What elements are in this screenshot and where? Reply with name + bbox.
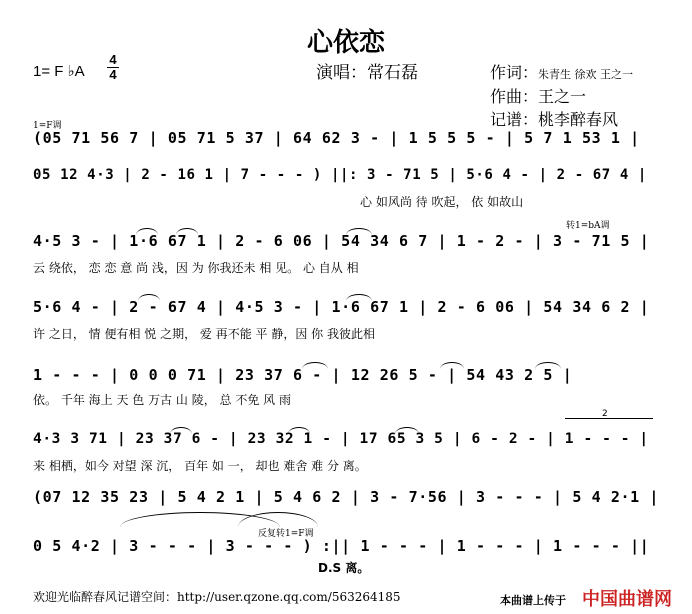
notation-row: 5·6 4 - | 2 - 67 4 | 4·5 3 - | 1·6 67 1 | 2 - 6 06 | 54 34 6 2 | [33, 298, 650, 316]
notation-row: (05 71 56 7 | 05 71 5 37 | 64 62 3 - | 1 5 5 5 - | 5 7 1 53 1 | [33, 129, 640, 147]
row-tag: 转1=bA调 [566, 221, 610, 231]
singer-credit: 演唱：常石磊 [316, 63, 418, 83]
notation-row: 4·3 3 71 | 23 37 6 - | 23 32 1 - | 17 65 3 5 | 6 - 2 - | 1 - - - | [33, 431, 649, 447]
footer-text: 欢迎光临醉春风记谱空间：http://user.qzone.qq.com/563264185 [33, 590, 401, 604]
lyricist-credit: 作词：朱青生 徐欢 王之一 [490, 63, 634, 82]
notation-row: 05 12 4·3 | 2 - 16 1 | 7 - - - ) ||: 3 - 71 5 | 5·6 4 - | 2 - 67 4 | [33, 167, 647, 183]
transcriber-credit: 记谱：桃李醉春风 [490, 110, 619, 129]
slur [346, 294, 372, 301]
lyric-row: 心 如风尚 待 吹起， 依 如故山 [360, 195, 524, 209]
slur [170, 427, 192, 434]
volta-number: 2 [602, 409, 608, 419]
row-tag: 反复转1=F调 [258, 529, 314, 539]
slur [302, 362, 328, 369]
lyric-row: 云 绕依， 恋 恋 意 尚 浅，因 为 你我还未 相 见。 心 自从 相 [33, 261, 359, 275]
tie [238, 512, 318, 527]
time-signature: 4 4 [107, 54, 119, 81]
slur [535, 362, 561, 369]
slur [440, 362, 464, 369]
slur [176, 228, 198, 235]
notation-row: 4·5 3 - | 1·6 67 1 | 2 - 6 06 | 54 34 6 7 | 1 - 2 - | 3 - 71 5 | [33, 232, 650, 250]
lyric-row: 依。 千年 海上 天 色 万古 山 陵， 总 不免 风 雨 [33, 393, 291, 407]
composer-credit: 作曲：王之一 [490, 87, 587, 106]
notation-row: 1 - - - | 0 0 0 71 | 23 37 6 - | 12 26 5 - | 54 43 2 5 | [33, 366, 573, 384]
song-title: 心依恋 [306, 28, 385, 58]
row-tag: 1=F调 [33, 121, 62, 131]
lyric-row: 许 之日， 情 便有相 悦 之期， 爱 再不能 平 静，因 你 我彼此相 [33, 327, 375, 341]
slur [288, 427, 310, 434]
upload-note: 本曲谱上传于 [500, 594, 566, 607]
site-logo[interactable]: 中国曲谱网 [582, 589, 672, 610]
slur [138, 294, 160, 301]
volta-line [565, 418, 653, 419]
lyric-row: D.S 离。 [318, 561, 370, 575]
notation-row: 0 5 4·2 | 3 - - - | 3 - - - ) :|| 1 - - - | 1 - - - | 1 - - - || [33, 537, 650, 555]
notation-row: (07 12 35 23 | 5 4 2 1 | 5 4 6 2 | 3 - 7·56 | 3 - - - | 5 4 2·1 | [33, 488, 659, 506]
slur [136, 228, 158, 235]
key-signature: 1= F ♭A [33, 63, 85, 80]
lyric-row: 来 相栖，如今 对望 深 沉， 百年 如 一， 却也 难舍 难 分 离。 [33, 459, 367, 473]
slur [346, 228, 372, 235]
slur [395, 427, 419, 434]
